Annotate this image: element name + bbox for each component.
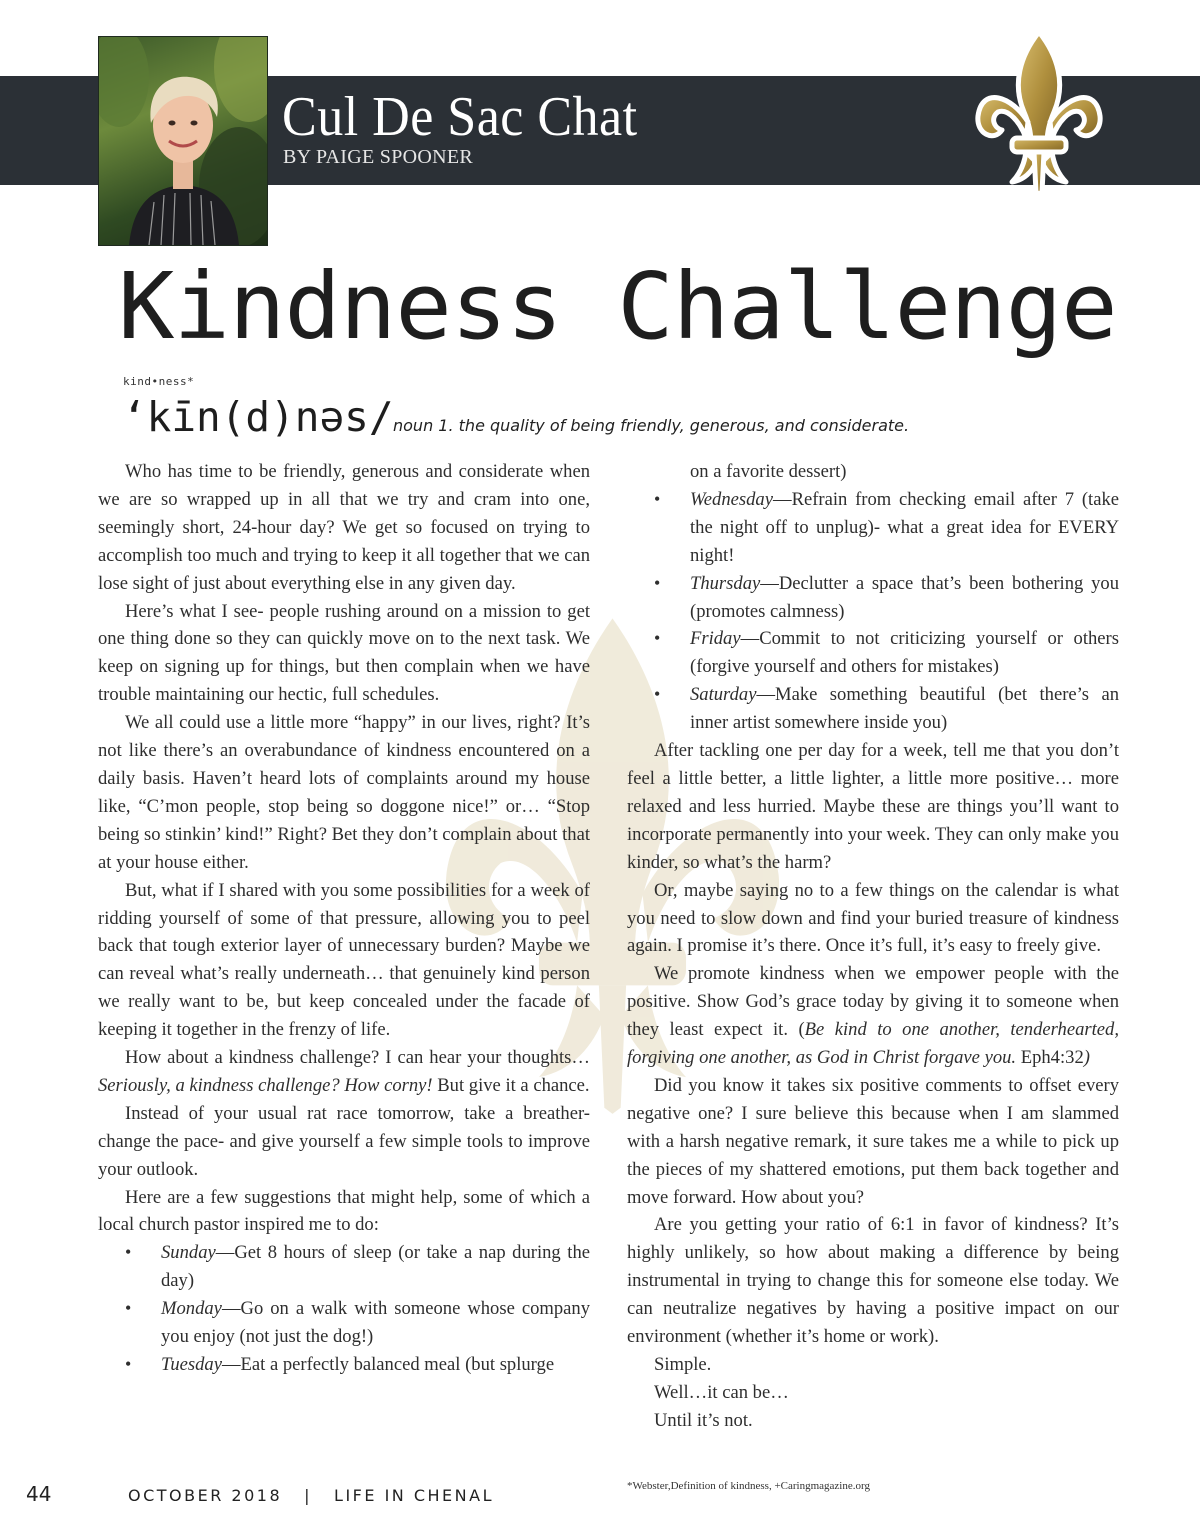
day-name: Friday — [690, 628, 741, 650]
bullet-icon: • — [654, 572, 661, 593]
list-item — [98, 1295, 590, 1351]
paragraph: After tackling one per day for a week, tell me that you don’t feel a little better, a little lighter, a little more positive… more relaxed and less hurried. Maybe these are things you’ll want to incorporate permanently into your week. They can only make you kinder, so what’s the harm? — [627, 740, 1119, 873]
bullet-icon: • — [654, 684, 661, 705]
column-title: Cul De Sac Chat — [282, 86, 638, 148]
fleur-de-lis-icon — [972, 26, 1106, 196]
day-name: Sunday — [161, 1242, 216, 1264]
paragraph: Did you know it takes six positive comments to offset every negative one? I sure believe this because when I am slammed with a harsh negative remark, it sure takes me a while to pick up the pieces of my shattered emotions, put them back together and move forward. How about you? — [627, 1074, 1119, 1208]
article-left-column — [98, 458, 590, 1379]
paragraph — [627, 960, 1119, 1072]
list-item-continuation: on a favorite dessert) — [690, 461, 847, 482]
list-item-text: —Commit to not criticizing yourself or others (forgive yourself and others for mistakes) — [690, 628, 1119, 678]
list-item — [98, 1239, 590, 1295]
paragraph-text: How about a kindness challenge? I can hear your thoughts… — [125, 1047, 590, 1069]
list-item-text: —Make something beautiful (bet there’s an inner artist somewhere inside you) — [690, 684, 1119, 734]
day-name: Saturday — [690, 684, 757, 706]
paragraph: Simple. — [654, 1354, 712, 1375]
page-number: 44 — [26, 1482, 52, 1506]
scripture-reference: Eph4:32 — [1016, 1047, 1084, 1069]
dictionary-definition: noun 1. the quality of being friendly, generous, and considerate. — [393, 416, 910, 435]
list-item-text: —Eat a perfectly balanced meal (but splurge — [221, 1354, 555, 1375]
paragraph: Or, maybe saying no to a few things on the calendar is what you need to slow down and find your buried treasure of kindness again. I promise it’s there. Once it’s full, it’s easy to freely give. — [627, 879, 1119, 957]
list-item — [627, 486, 1119, 570]
author-photo — [98, 36, 268, 246]
paragraph: Who has time to be friendly, generous and considerate when we are so wrapped up in all that we try and cram into one, seemingly short, 24-hour day? We get so focused on trying to accomplish too much and trying to keep it all together that we can lose sight of just about everything else in any given day. — [98, 461, 590, 594]
byline: BY PAIGE SPOONER — [283, 146, 474, 168]
list-item-text: —Declutter a space that’s been bothering you (promotes calmness) — [690, 572, 1119, 622]
paragraph: Here are a few suggestions that might help, some of which a local church pastor inspired me to do: — [98, 1186, 590, 1236]
day-name: Monday — [161, 1298, 222, 1320]
article-headline: Kindness Challenge — [118, 253, 1117, 360]
paragraph: Well…it can be… — [654, 1381, 789, 1403]
bullet-icon: • — [654, 488, 661, 509]
issue-date: OCTOBER 2018 — [128, 1486, 283, 1505]
footer-issue-line — [128, 1486, 494, 1505]
paragraph-text: We promote kindness when we empower people with the positive. Show God’s grace today by giving it to someone when they least expect it. ( — [627, 963, 1119, 1041]
bullet-icon: • — [654, 628, 661, 649]
day-name: Wednesday — [690, 488, 773, 510]
paragraph: We all could use a little more “happy” in our lives, right? It’s not like there’s an overabundance of kindness encountered on a daily basis. Haven’t heard lots of complaints around my house like, “C’mon people, stop being so doggone nice!” or… “Stop being so stinkin’ kind!” Right? Bet they don’t complain about that at your house either. — [98, 712, 590, 873]
dictionary-word: kind•ness* — [123, 375, 195, 388]
list-item — [627, 570, 1119, 626]
italic-quote: Seriously, a kindness challenge? How corny! — [98, 1074, 433, 1096]
paragraph: Until it’s not. — [654, 1409, 753, 1431]
bullet-icon: • — [125, 1242, 132, 1263]
paragraph — [98, 1044, 590, 1100]
paragraph: Are you getting your ratio of 6:1 in favor of kindness? It’s highly unlikely, so how about making a difference by being instrumental in trying to change this for someone else today. We can neutralize negatives by having a positive impact on our environment (whether it’s home or work). — [627, 1214, 1119, 1348]
paragraph: Here’s what I see- people rushing around on a mission to get one thing done so they can quickly move on to the next task. We keep on signing up for things, but then complain when we have trouble maintaining our hectic, full schedules. — [98, 600, 590, 706]
magazine-name: LIFE IN CHENAL — [334, 1486, 494, 1505]
day-name: Tuesday — [161, 1354, 222, 1375]
footnote: *Webster,Definition of kindness, +Caringmagazine.org — [627, 1480, 870, 1492]
suggestion-list — [627, 458, 1119, 737]
list-item-text: —Go on a walk with someone whose company you enjoy (not just the dog!) — [161, 1298, 590, 1348]
dictionary-phonetic: ‘kīn(d)nəs/ — [122, 393, 394, 441]
bullet-icon: • — [125, 1354, 132, 1374]
paragraph: But, what if I shared with you some possibilities for a week of ridding yourself of some of that pressure, allowing you to peel back that tough exterior layer of unnecessary burden? Maybe we can reveal what’s really underneath… that genuinely kind person we really want to be, but keep concealed under the facade of keeping it together in the frenzy of life. — [98, 879, 590, 1041]
list-item-text: —Refrain from checking email after 7 (take the night off to unplug)- what a great idea for EVERY night! — [690, 488, 1119, 566]
day-name: Thursday — [690, 572, 761, 594]
paragraph: Instead of your usual rat race tomorrow, take a breather- change the pace- and give yourself a few simple tools to improve your outlook. — [98, 1102, 590, 1180]
scripture-quote: Be kind to one another, tenderhearted, forgiving one another, as God in Christ forgave you. — [627, 1019, 1120, 1069]
bullet-icon: • — [125, 1298, 132, 1319]
list-item — [627, 625, 1119, 681]
list-item — [627, 681, 1119, 737]
closing-paren: ) — [1083, 1047, 1090, 1069]
paragraph-text: But give it a chance. — [432, 1074, 590, 1096]
list-item — [98, 1351, 590, 1379]
article-right-column — [627, 458, 1119, 1435]
suggestion-list — [98, 1239, 590, 1379]
footer-separator: | — [304, 1486, 313, 1505]
list-item-text: —Get 8 hours of sleep (or take a nap during the day) — [161, 1242, 590, 1292]
